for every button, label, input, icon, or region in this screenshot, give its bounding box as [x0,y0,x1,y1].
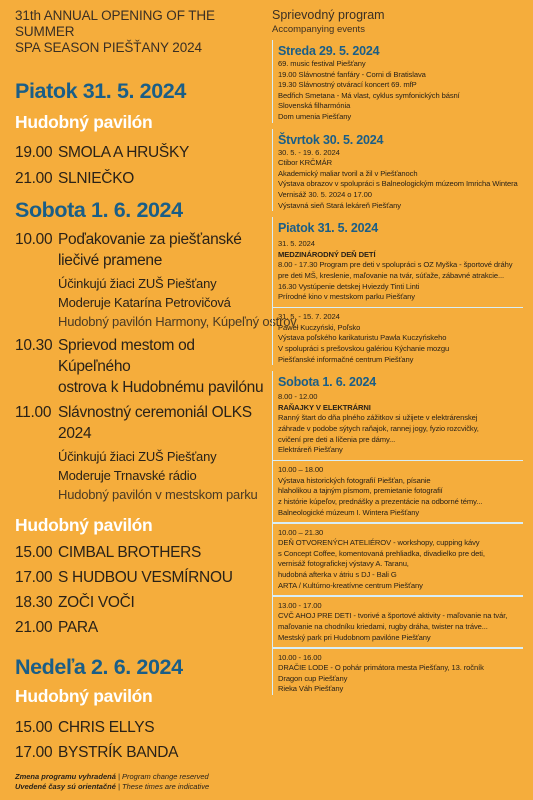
section-title: Sprievodný program [272,8,385,22]
event-line: vernisáž fotografickej výstavy A. Taranu, [278,559,409,569]
event-time: 10.00 [15,231,53,248]
event-row-cont [15,250,265,271]
disclaimer-en: | Program change reserved [115,772,209,781]
event-line: Dragon cup Piešťany [278,673,348,683]
venue-heading: Hudobný pavilón [15,112,153,132]
event-line: Výstava obrazov v spolupráci s Balneologickým múzeom Imricha Wintera [278,179,518,189]
section-subtitle: Accompanying events [272,24,365,35]
event-line: Mestský park pri Hudobnom pavilóne Piešťany [278,632,431,642]
day-block-thursday [272,129,528,212]
event-line: Ranný štart do dňa plného zážitkov si užijete v elektrárenskej [278,413,478,423]
event-title: MEDZINÁRODNÝ DEŇ DETÍ [278,249,376,259]
event-name: PARA [58,619,98,636]
event-location: Hudobný pavilón Harmony, Kúpeľný ostrov [58,314,297,329]
day-block-saturday [272,371,528,695]
event-line: Slovenská filharmónia [278,101,351,111]
event-line: hlaholikou a tajným písmom, premietanie fotografií [278,486,443,496]
event-name: S HUDBOU VESMÍRNOU [58,569,233,586]
event-name: CHRIS ELLYS [58,719,155,736]
event-row [15,402,265,444]
event-name: liečivé pramene [58,252,163,269]
event-line: 8.00 - 17.30 Program pre deti v spolupráci s OZ Myška - športové dráhy [278,260,513,270]
venue-heading: Hudobný pavilón [15,515,153,535]
event-line: Vernisáž 30. 5. 2024 o 17.00 [278,189,372,199]
disclaimer [15,772,209,792]
event-time: 21.00 [15,619,53,636]
event-time: 15.00 [15,544,53,561]
event-date: 13.00 - 17.00 [278,600,322,610]
divider [273,647,523,649]
event-date: 31. 5. 2024 [278,239,315,249]
disclaimer-sk: Zmena programu vyhradená [15,772,116,781]
event-row [15,229,265,250]
event-name: BYSTRÍK BANDA [58,744,179,761]
event-line: Výstava historických fotografií Piešťan, písanie [278,475,431,485]
event-time: 21.00 [15,170,53,187]
event-time: 11.00 [15,404,52,421]
event-line: Elektráreň Piešťany [278,445,343,455]
event-line: 19.30 Slávnostný otvárací koncert 69. mfP [278,80,417,90]
event-date: 10.00 – 21.30 [278,527,324,537]
day-heading: Streda 29. 5. 2024 [278,44,380,58]
event-name: Sprievod mestom od Kúpeľného [58,337,195,375]
event-name: Slávnostný ceremoniál OLKS 2024 [58,404,252,442]
event-date: 10.00 – 18.00 [278,465,324,475]
day-block-friday [272,217,528,365]
divider [273,307,523,309]
event-line: 69. music festival Piešťany [278,59,366,68]
divider [273,460,523,462]
event-line: CVČ AHOJ PRE DETI - tvorivé a športové aktivity - maľovanie na tvár, [278,611,508,621]
event-line: Akademický maliar tvoril a žil v Piešťanoch [278,168,418,178]
main-program [15,8,297,763]
event-line: cvičení pre deti a líčenia pre dámy... [278,434,396,444]
accompanying-program [272,8,528,695]
event-date: 31. 5. - 15. 7. 2024 [278,312,340,322]
event-name: SMOLA A HRUŠKY [58,144,190,161]
day-heading: Sobota 1. 6. 2024 [278,375,377,390]
event-name: SLNIEČKO [58,170,134,187]
event-line: Prírodné kino v mestskom parku Piešťany [278,292,415,302]
event-row-cont [15,377,265,398]
event-title: RAŇAJKY V ELEKTRÁRNI [278,402,371,412]
day-block-wednesday [272,40,528,123]
event-name: CIMBAL BROTHERS [58,544,202,561]
event-time: 15.00 [15,719,53,736]
day-heading: Piatok 31. 5. 2024 [278,221,378,236]
day-saturday: Sobota 1. 6. 2024 [15,198,183,222]
event-line: z histórie kúpeľov, prednášky a prezentácie na odborné témy... [278,497,483,506]
day-friday: Piatok 31. 5. 2024 [15,79,186,103]
event-time: 17.00 [15,744,53,761]
event-line: hudobná afterka v átriu s DJ - Bali G [278,570,397,580]
event-line: Výstavná sieň Stará lekáreň Piešťany [278,200,401,210]
event-name: ZOČI VOČI [58,594,135,611]
divider [273,595,523,597]
event-row [15,717,265,738]
event-time: 10.30 [15,337,53,354]
title-line-1: 31th ANNUAL OPENING OF THE SUMMER [15,8,215,39]
event-line: ARTA / Kultúrno-kreatívne centrum Piešťany [278,580,423,590]
event-date: 8.00 - 12.00 [278,392,318,402]
event-line: Ctibor KRČMÁR [278,158,332,168]
event-name: ostrova k Hudobnému pavilónu [58,379,264,396]
divider [273,522,523,524]
event-title [15,8,265,56]
event-line: Balneologické múzeum I. Wintera Piešťany [278,507,420,517]
event-date: 10.00 - 16.00 [278,652,322,662]
event-row [15,168,265,189]
title-line-2: SPA SEASON PIEŠŤANY 2024 [15,40,202,55]
event-line: maľovanie na chodníku kriedami, rugby dráha, twister na tráve... [278,621,488,631]
event-performers: Účinkujú žiaci ZUŠ Piešťany [58,449,217,464]
event-row [15,335,265,377]
event-line: pre deti MŠ, kreslenie, maľovanie na tvár, súťaže, zábavné atrakcie... [278,270,504,280]
day-sunday: Nedeľa 2. 6. 2024 [15,655,183,679]
event-line: DRAČIE LODE - O pohár primátora mesta Piešťany, 13. ročník [278,663,484,673]
event-line: Piešťanské informačné centrum Piešťany [278,354,414,364]
disclaimer-en: | These times are indicative [115,782,210,791]
event-line: Výstava poľského karikaturistu Pawla Kuczyńskeho [278,333,447,343]
event-line: Rieka Váh Piešťany [278,684,344,694]
event-row [15,142,265,163]
event-line: Paweł Kuczyński, Poľsko [278,322,361,332]
event-host: Moderuje Katarína Petrovičová [58,295,231,310]
event-line: Dom umenia Piešťany [278,111,352,121]
event-line: 19.00 Slávnostné fanfáry - Corni di Bratislava [278,69,426,79]
event-line: V spolupráci s prešovskou galériou Kýchanie mozgu [278,343,450,353]
event-time: 17.00 [15,569,53,586]
event-row [15,567,265,588]
event-date: 30. 5. - 19. 6. 2024 [278,147,340,157]
event-line: s Concept Coffee, komentovaná prehliadka, divadielko pre deti, [278,548,485,558]
event-host: Moderuje Trnavské rádio [58,468,197,483]
event-location: Hudobný pavilón v mestskom parku [58,487,258,502]
event-time: 19.00 [15,144,53,161]
event-line: Bedřich Smetana - Má vlast, cyklus symfonických básní [278,90,460,100]
venue-heading: Hudobný pavilón [15,686,153,706]
event-line: záhrade v podobe sýtych raňajok, rannej jogy, fyzio rozcvičky, [278,423,479,433]
event-line: DEŇ OTVORENÝCH ATELIÉROV - workshopy, cupping kávy [278,538,480,548]
event-row [15,542,265,563]
disclaimer-sk: Uvedené časy sú orientačné [15,782,116,791]
event-name: Poďakovanie za piešťanské [58,231,242,248]
event-row [15,617,265,638]
event-line: 16.30 Vystúpenie detskej Hviezdy Tinti Linti [278,281,420,291]
day-heading: Štvrtok 30. 5. 2024 [278,132,384,147]
event-performers: Účinkujú žiaci ZUŠ Piešťany [58,276,217,291]
event-time: 18.30 [15,594,53,611]
event-row [15,742,265,763]
event-row [15,592,265,613]
